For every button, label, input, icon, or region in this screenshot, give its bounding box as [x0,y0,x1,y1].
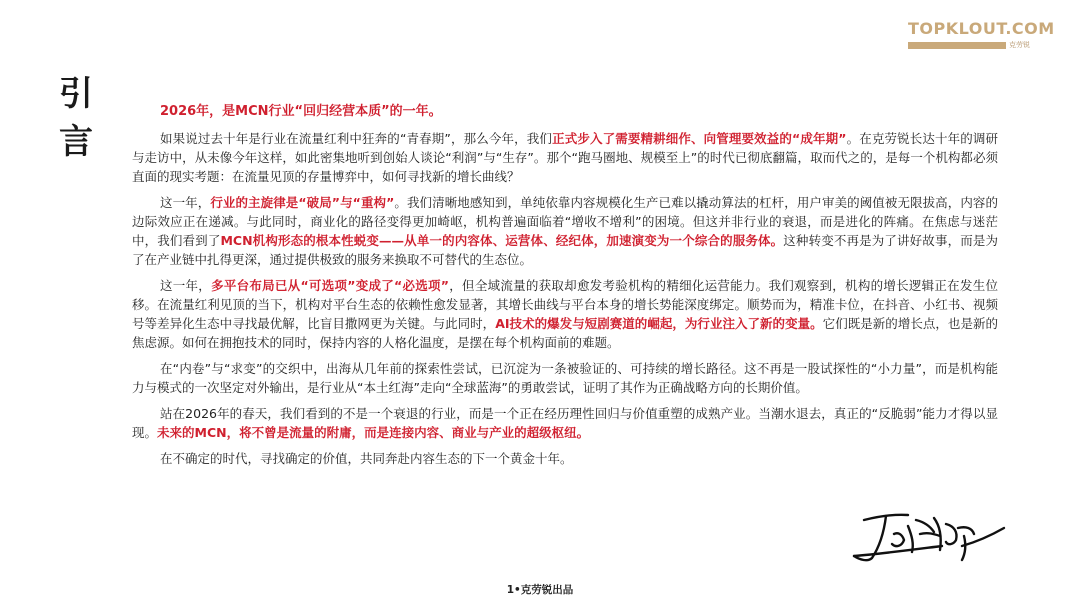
handwritten-signature [850,506,1010,568]
paragraph-text: 。在克劳锐长达十年的调研与走访中，从未像今年这样，如此密集地听到创始人谈论“利润”与“生存”。那个“跑马圈地、规模至上”的时代已彻底翻篇，取而代之的，是每一个机构都必须直面的现实考题：在流量见顶的存量博弈中，如何寻找新的增长曲线？ [132,131,998,184]
logo-tagline [908,42,1006,49]
highlighted-text: MCN机构形态的根本性蜕变——从单一的内容体、运营体、经纪体，加速演变为一个综合的服务体。 [220,233,784,248]
paragraph [132,129,998,186]
paragraph-text: 这一年， [160,195,211,210]
logo-subline [908,40,1040,50]
highlighted-text: 多平台布局已从“可选项”变成了“必选项” [211,278,450,293]
paragraph-text: 。我们清晰地感知到，单纯依靠内容规模化生产已难以撬动算法的杠杆，用户审美的阈值被无限拔高，内容的边际效应正在递减。与此同时，商业化的路径变得更加崎岖，机构普遍面临着“增收不增利”的困境。但这并非行业的衰退，而是进化的阵痛。在焦虑与迷茫中，我们看到了 [132,195,998,248]
paragraph-text: 在不确定的时代，寻找确定的价值，共同奔赴内容生态的下一个黄金十年。 [160,451,573,466]
page-title-char-1: 引 [59,74,93,114]
highlighted-text: 未来的MCN，将不曾是流量的附庸，而是连接内容、商业与产业的超级枢纽。 [157,425,590,440]
paragraph-text: 它们既是新的增长点，也是新的焦虑源。如何在拥抱技术的同时，保持内容的人格化温度，是摆在每个机构面前的难题。 [132,316,998,350]
article-body [132,102,998,475]
lead-sentence: 2026年，是MCN行业“回归经营本质”的一年。 [160,104,442,119]
paragraph-text: 在“内卷”与“求变”的交织中，出海从几年前的探索性尝试，已沉淀为一条被验证的、可持续的增长路径。这不再是一股试探性的“小力量”，而是机构能力与模式的一次坚定对外输出，是行业从“本土红海”走向“全球蓝海”的勇敢尝试，证明了其作为正确战略方向的长期价值。 [132,361,998,395]
brand-logo [908,19,1055,50]
logo-wordmark: TOPKLOUT.COM [908,19,1055,38]
paragraph [132,193,998,269]
paragraph [132,359,998,397]
paragraph [132,449,998,468]
footer-page-label: 1•克劳锐出品 [506,584,574,596]
paragraph-text: 站在2026年的春天，我们看到的不是一个衰退的行业，而是一个正在经历理性回归与价值重塑的成熟产业。当潮水退去，真正的“反脆弱”能力才得以显现。 [132,406,998,440]
page-title [58,70,94,166]
paragraph [132,404,998,442]
page-title-char-2: 言 [59,122,93,162]
highlighted-text: AI技术的爆发与短剧赛道的崛起，为行业注入了新的变量。 [495,316,823,331]
paragraph-list [132,129,998,468]
paragraph-text: 如果说过去十年是行业在流量红利中狂奔的“青春期”，那么今年，我们 [160,131,553,146]
paragraph-text: ，但全域流量的获取却愈发考验机构的精细化运营能力。我们观察到，机构的增长逻辑正在发生位移。在流量红利见顶的当下，机构对平台生态的依赖性愈发显著，其增长曲线与平台本身的增长势能深度绑定。顺势而为，精准卡位，在抖音、小红书、视频号等差异化生态中寻找最优解，比盲目撒网更为关键。与此同时， [132,278,998,331]
paragraph-text: 这一年， [160,278,212,293]
highlighted-text: 正式步入了需要精耕细作、向管理要效益的“成年期” [552,131,847,146]
paragraph-text: 这种转变不再是为了讲好故事，而是为了在产业链中扎得更深，通过提供极致的服务来换取不可替代的生态位。 [132,233,998,267]
paragraph [132,276,998,352]
highlighted-text: 行业的主旋律是“破局”与“重构” [210,195,395,210]
logo-name-cn: 克劳锐 [1009,41,1030,49]
